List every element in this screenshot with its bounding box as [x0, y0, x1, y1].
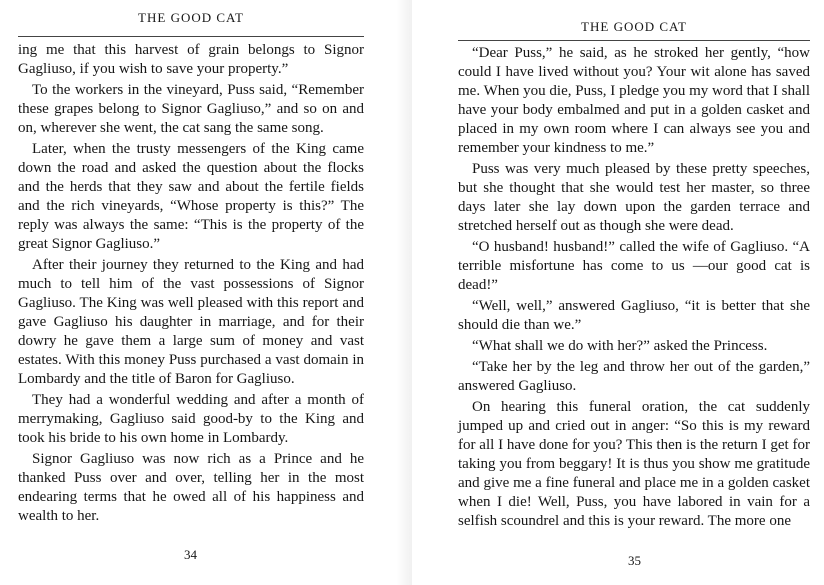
- body-text: [458, 44, 810, 533]
- header-rule: [18, 36, 364, 37]
- page-number: 34: [184, 547, 197, 562]
- paragraph: To the workers in the vineyard, Puss said, “Remember these grapes belong to Signor Gagliuso,” and so on and on, wherever she went, the cat sang the same song.: [18, 82, 364, 136]
- paragraph: “Dear Puss,” he said, as he stroked her gently, “how could I have lived without you? Your wit alone has saved me. When you die, Puss, I pledge you my word that I shall have your body embalmed and put in a golden casket and placed in my own room where I can always see you and remember your kindness to me.”: [458, 45, 810, 156]
- paragraph: “What shall we do with her?” asked the Princess.: [472, 338, 768, 354]
- header-rule: [458, 40, 810, 41]
- paragraph: “O husband! husband!” called the wife of Gagliuso. “A terrible misfortune has come to us —our good cat is dead!”: [458, 239, 810, 293]
- paragraph: Later, when the trusty messengers of the King came down the road and asked the question about the flocks and the herds that they saw and about the fertile fields and the rich vineyards, “Whose property is this?” The reply was always the same: “This is the property of the great Signor Gagliuso.”: [18, 141, 364, 252]
- paragraph: “Well, well,” answered Gagliuso, “it is better that she should die than we.”: [458, 298, 810, 333]
- body-text: [18, 41, 364, 528]
- paragraph: Puss was very much pleased by these pretty speeches, but she thought that she would test her master, so three days later she lay down upon the garden terrace and stretched herself out as though she were dead.: [458, 161, 810, 234]
- running-header: THE GOOD CAT: [138, 10, 244, 25]
- page-number: 35: [628, 553, 641, 568]
- running-header: THE GOOD CAT: [581, 19, 687, 34]
- paragraph: After their journey they returned to the King and had much to tell him of the vast possessions of Signor Gagliuso. The King was well pleased with this report and gave Gagliuso his daughter in marriage, and for their dowry he gave them a large sum of money and vast estates. With this money Puss purchased a vast domain in Lombardy and the title of Baron for Gagliuso.: [18, 257, 364, 387]
- right-page: [412, 0, 824, 585]
- paragraph: ing me that this harvest of grain belongs to Signor Gagliuso, if you wish to save your property.”: [18, 42, 364, 77]
- paragraph: “Take her by the leg and throw her out of the garden,” answered Gagliuso.: [458, 359, 810, 394]
- paragraph: They had a wonderful wedding and after a month of merrymaking, Gagliuso said good-by to the King and took his bride to his own home in Lombardy.: [18, 392, 364, 446]
- paragraph: On hearing this funeral oration, the cat suddenly jumped up and cried out in anger: “So this is my reward for all I have done for you? This then is the return I get for taking you from beggary! It is thus you show me gratitude and give me a fine funeral and place me in a golden casket when I die! Well, Puss, you have labored in vain for a selfish scoundrel and this is your reward. The more one: [458, 399, 810, 529]
- paragraph: Signor Gagliuso was now rich as a Prince and he thanked Puss over and over, telling her in the most endearing terms that he owed all of his happiness and wealth to her.: [18, 451, 364, 524]
